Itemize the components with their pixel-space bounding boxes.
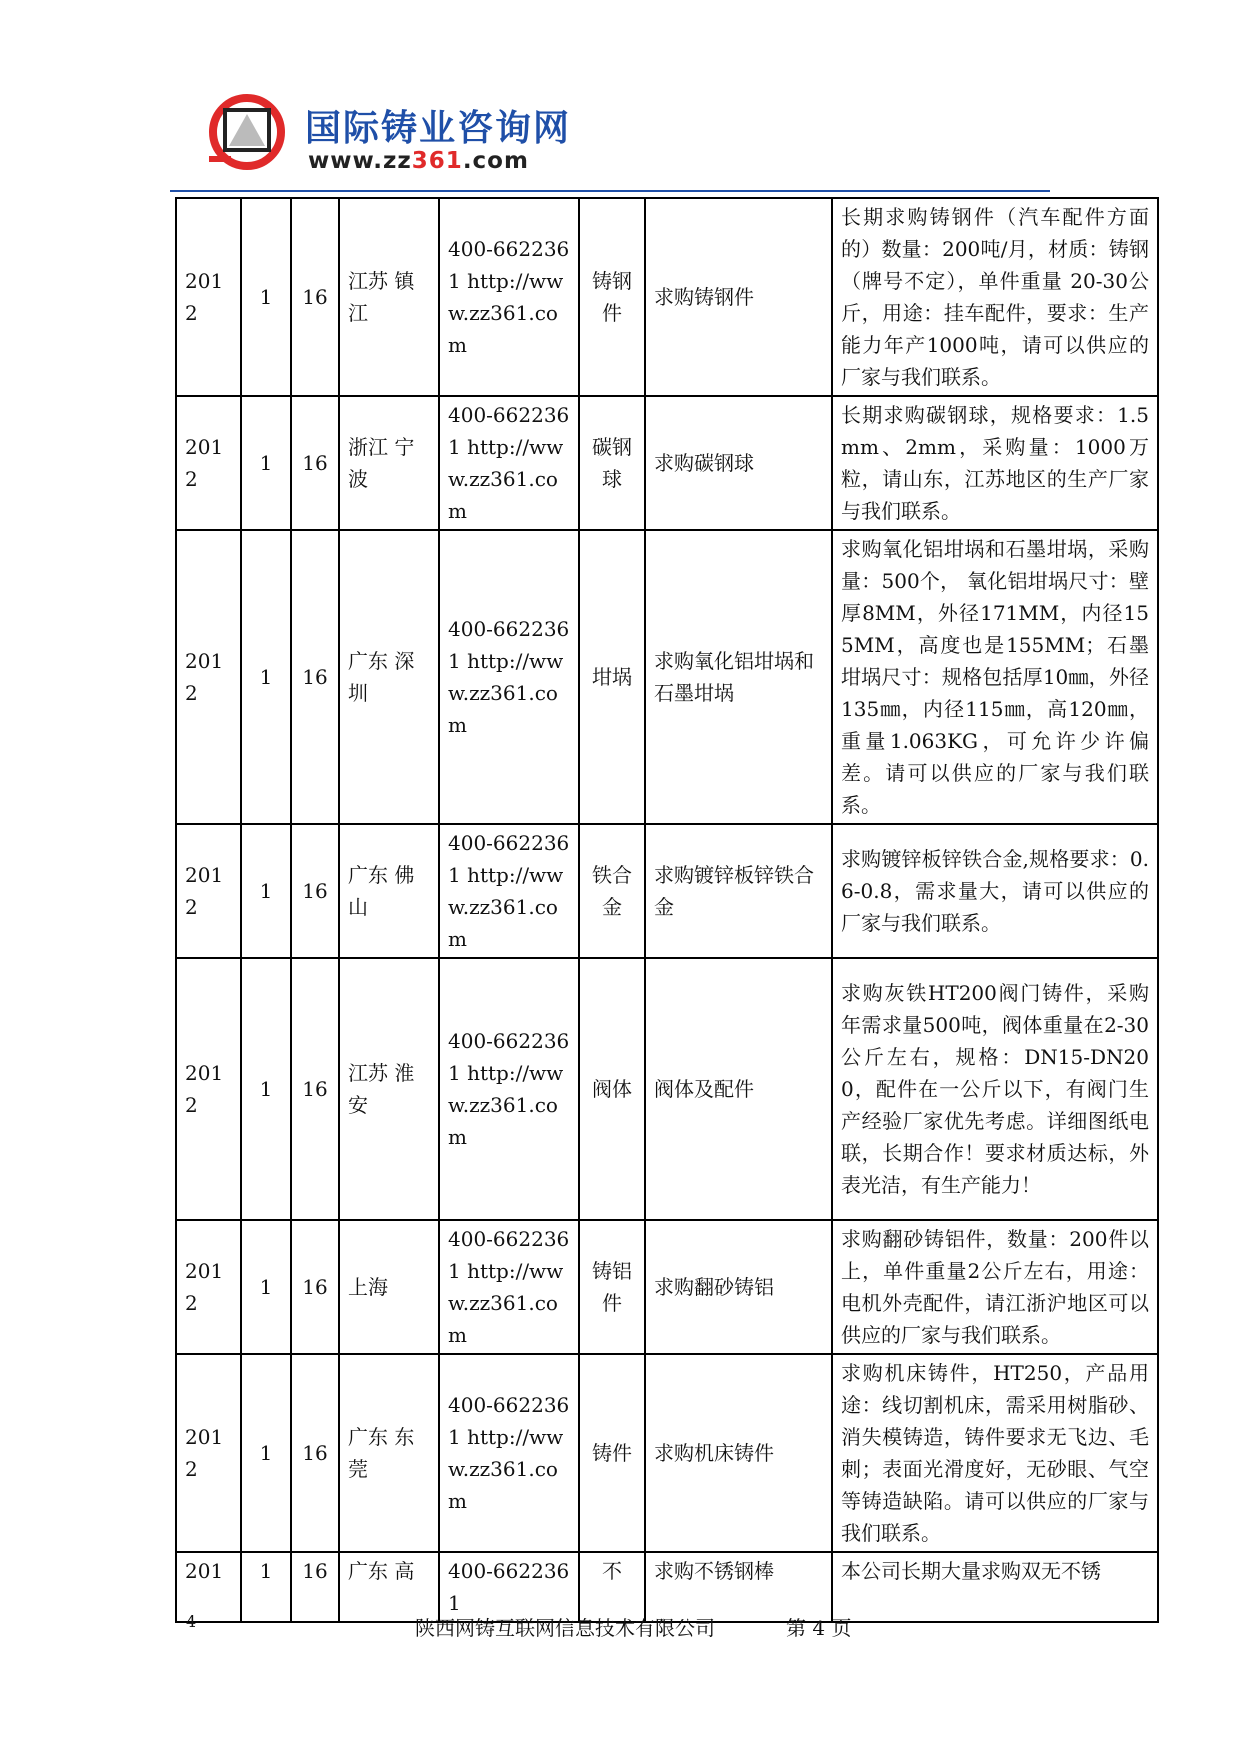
category-cell: 铸铝件 bbox=[579, 1220, 645, 1354]
month-cell: 1 bbox=[241, 958, 291, 1220]
year-cell: 2012 bbox=[176, 1354, 241, 1552]
year-cell: 2012 bbox=[176, 1220, 241, 1354]
month-cell: 1 bbox=[241, 824, 291, 958]
contact-cell: 400-6622361 http://www.zz361.com bbox=[439, 1354, 579, 1552]
table-row bbox=[176, 1220, 1158, 1354]
year-cell: 2012 bbox=[176, 958, 241, 1220]
page-header bbox=[205, 90, 1065, 194]
day-cell: 16 bbox=[291, 198, 339, 396]
detail-cell: 求购翻砂铸铝件，数量：200件以上，单件重量2公斤左右，用途：电机外壳配件，请江浙沪地区可以供应的厂家与我们联系。 bbox=[832, 1220, 1158, 1354]
day-cell: 16 bbox=[291, 530, 339, 824]
detail-cell: 长期求购铸钢件（汽车配件方面的）数量：200吨/月，材质：铸钢（牌号不定），单件重量 20-30公斤，用途：挂车配件，要求：生产能力年产1000吨，请可以供应的厂家与我们联系。 bbox=[832, 198, 1158, 396]
region-cell: 广东 东莞 bbox=[339, 1354, 439, 1552]
contact-cell: 400-6622361 http://www.zz361.com bbox=[439, 198, 579, 396]
detail-cell: 本公司长期大量求购双无不锈 bbox=[832, 1552, 1158, 1622]
month-cell: 1 bbox=[241, 396, 291, 530]
month-cell: 1 bbox=[241, 1220, 291, 1354]
category-cell: 碳钢球 bbox=[579, 396, 645, 530]
month-cell: 1 bbox=[241, 1354, 291, 1552]
year-cell: 2012 bbox=[176, 198, 241, 396]
region-cell: 广东 佛山 bbox=[339, 824, 439, 958]
footer-page-label: 第 4 页 bbox=[786, 1616, 852, 1640]
category-cell: 坩埚 bbox=[579, 530, 645, 824]
contact-cell: 400-6622361 http://www.zz361.com bbox=[439, 1220, 579, 1354]
header-rule bbox=[170, 190, 1050, 192]
contact-cell: 400-6622361 http://www.zz361.com bbox=[439, 958, 579, 1220]
day-cell: 16 bbox=[291, 1354, 339, 1552]
table-row bbox=[176, 396, 1158, 530]
page-number: 4 bbox=[186, 1612, 197, 1631]
detail-cell: 求购镀锌板锌铁合金,规格要求：0.6-0.8，需求量大，请可以供应的厂家与我们联系。 bbox=[832, 824, 1158, 958]
page-footer bbox=[0, 1612, 1241, 1642]
month-cell: 1 bbox=[241, 530, 291, 824]
title-cell: 求购翻砂铸铝 bbox=[645, 1220, 832, 1354]
region-cell: 浙江 宁波 bbox=[339, 396, 439, 530]
category-cell: 铁合金 bbox=[579, 824, 645, 958]
demand-table bbox=[175, 197, 1159, 1623]
title-cell: 求购碳钢球 bbox=[645, 396, 832, 530]
category-cell: 不 bbox=[579, 1552, 645, 1622]
detail-cell: 求购机床铸件，HT250，产品用途：线切割机床，需采用树脂砂、消失模铸造，铸件要求无飞边、毛刺；表面光滑度好，无砂眼、气空等铸造缺陷。请可以供应的厂家与我们联系。 bbox=[832, 1354, 1158, 1552]
region-cell: 广东 高 bbox=[339, 1552, 439, 1622]
year-cell: 2012 bbox=[176, 396, 241, 530]
table-row bbox=[176, 958, 1158, 1220]
year-cell: 2012 bbox=[176, 824, 241, 958]
year-cell: 2012 bbox=[176, 530, 241, 824]
table-row bbox=[176, 1354, 1158, 1552]
day-cell: 16 bbox=[291, 1220, 339, 1354]
contact-cell: 400-6622361 http://www.zz361.com bbox=[439, 396, 579, 530]
region-cell: 广东 深圳 bbox=[339, 530, 439, 824]
title-cell: 求购不锈钢棒 bbox=[645, 1552, 832, 1622]
day-cell: 16 bbox=[291, 396, 339, 530]
day-cell: 16 bbox=[291, 824, 339, 958]
contact-cell: 400-6622361 bbox=[439, 1552, 579, 1622]
title-cell: 求购氧化铝坩埚和石墨坩埚 bbox=[645, 530, 832, 824]
contact-cell: 400-6622361 http://www.zz361.com bbox=[439, 824, 579, 958]
title-cell: 求购机床铸件 bbox=[645, 1354, 832, 1552]
detail-cell: 求购灰铁HT200阀门铸件，采购年需求量500吨，阀体重量在2-30 公斤左右，规格：DN15-DN200，配件在一公斤以下，有阀门生产经验厂家优先考虑。详细图纸电联，长期合作！要求材质达标，外表光洁，有生产能力！ bbox=[832, 958, 1158, 1220]
table-row bbox=[176, 824, 1158, 958]
region-cell: 江苏 镇江 bbox=[339, 198, 439, 396]
footer-company: 陕西网铸互联网信息技术有限公司 bbox=[415, 1616, 715, 1640]
year-cell: 201 bbox=[176, 1552, 241, 1622]
logo-icon bbox=[205, 92, 295, 174]
table-row bbox=[176, 530, 1158, 824]
detail-cell: 求购氧化铝坩埚和石墨坩埚，采购量：500个， 氧化铝坩埚尺寸：壁厚8MM，外径171MM，内径155MM，高度也是155MM；石墨坩埚尺寸：规格包括厚10㎜，外径135㎜，内径115㎜，高120㎜，重量1.063KG，可允许少许偏差。请可以供应的厂家与我们联系。 bbox=[832, 530, 1158, 824]
brand-url: www.zz361.com bbox=[308, 148, 529, 174]
category-cell: 铸件 bbox=[579, 1354, 645, 1552]
day-cell: 16 bbox=[291, 958, 339, 1220]
region-cell: 江苏 淮安 bbox=[339, 958, 439, 1220]
title-cell: 阀体及配件 bbox=[645, 958, 832, 1220]
region-cell: 上海 bbox=[339, 1220, 439, 1354]
contact-cell: 400-6622361 http://www.zz361.com bbox=[439, 530, 579, 824]
category-cell: 阀体 bbox=[579, 958, 645, 1220]
detail-cell: 长期求购碳钢球，规格要求：1.5mm、2mm，采购量：1000万粒，请山东，江苏地区的生产厂家与我们联系。 bbox=[832, 396, 1158, 530]
month-cell: 1 bbox=[241, 198, 291, 396]
table-row bbox=[176, 198, 1158, 396]
day-cell: 16 bbox=[291, 1552, 339, 1622]
title-cell: 求购镀锌板锌铁合金 bbox=[645, 824, 832, 958]
brand-name: 国际铸业咨询网 bbox=[305, 108, 572, 149]
title-cell: 求购铸钢件 bbox=[645, 198, 832, 396]
category-cell: 铸钢件 bbox=[579, 198, 645, 396]
month-cell: 1 bbox=[241, 1552, 291, 1622]
